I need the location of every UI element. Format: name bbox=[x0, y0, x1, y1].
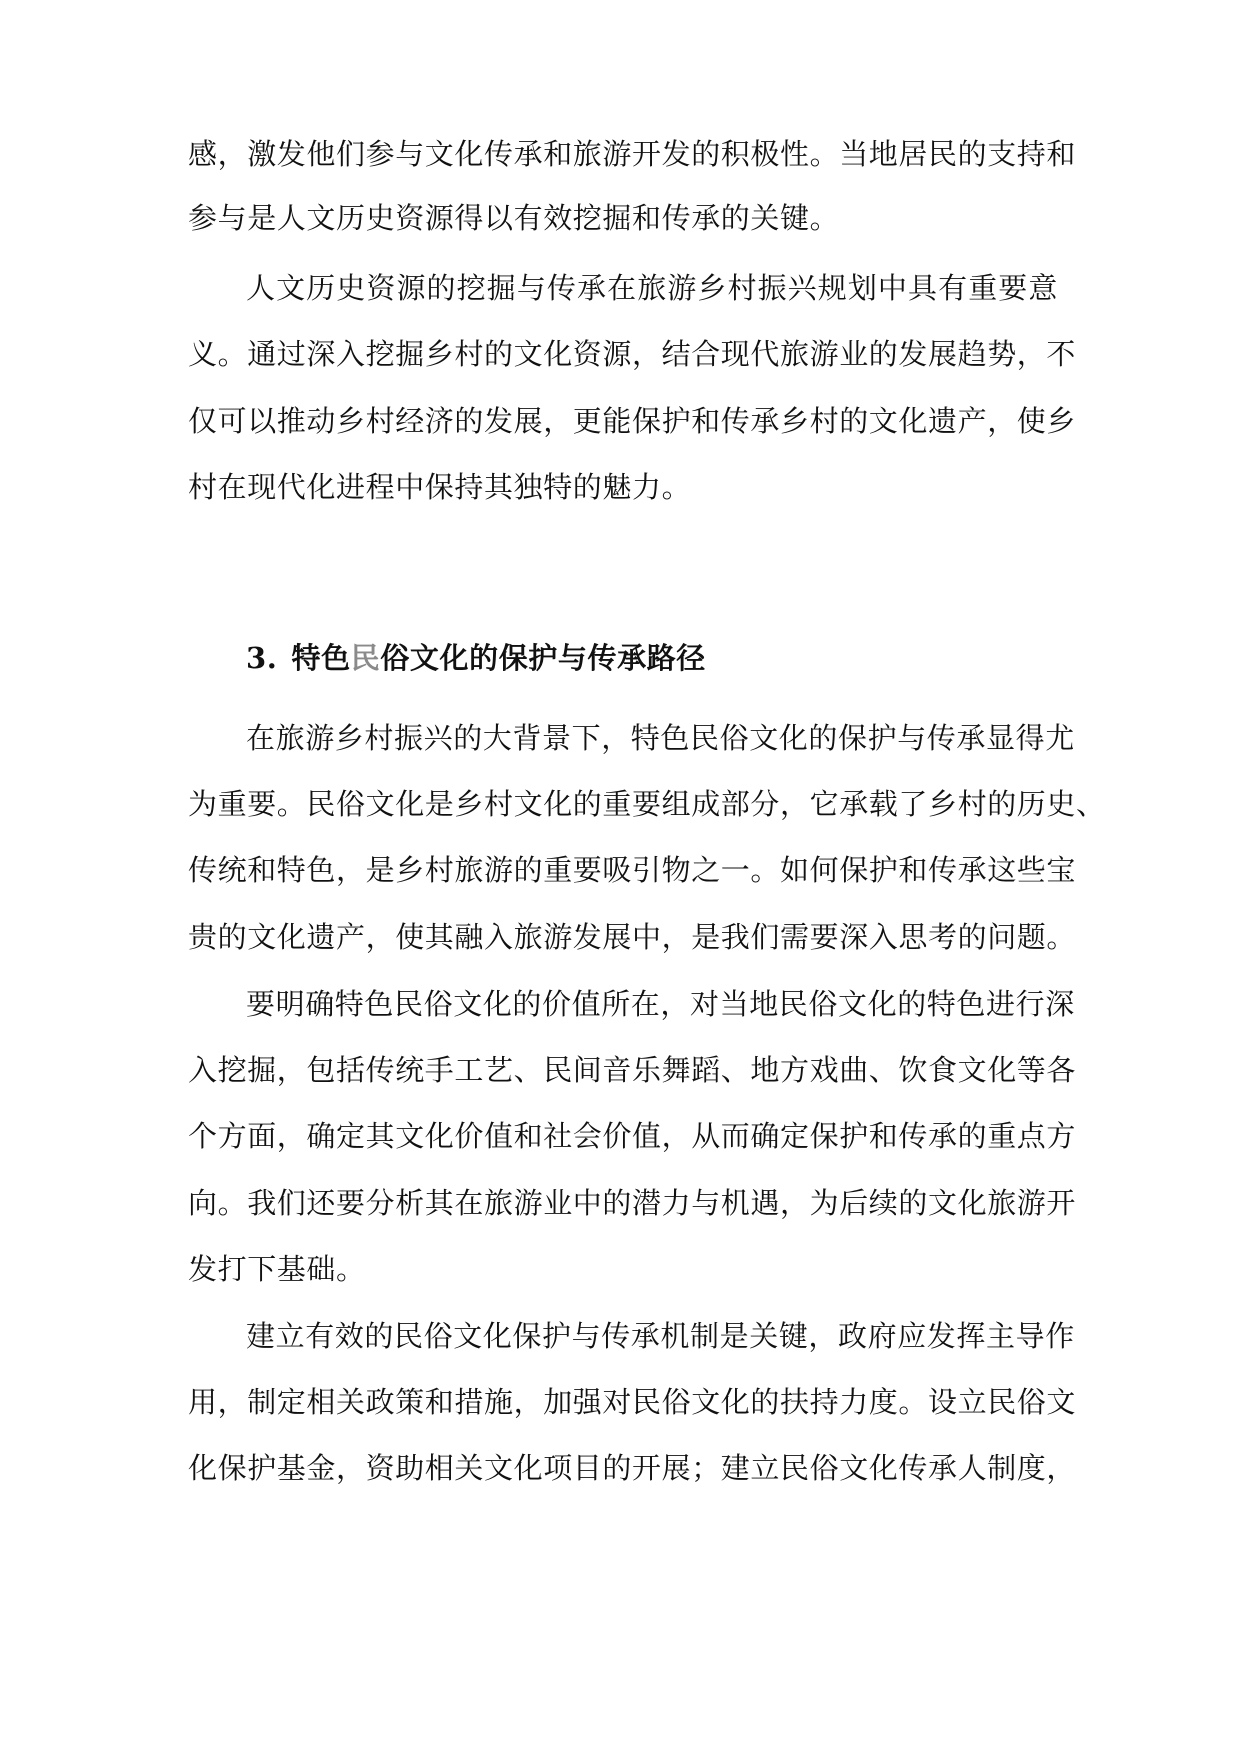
paragraph-1-line-1: 感，激发他们参与文化传承和旅游开发的积极性。当地居民的支持和 bbox=[188, 137, 1077, 171]
paragraph-5-line-1: 建立有效的民俗文化保护与传承机制是关键，政府应发挥主导作 bbox=[246, 1319, 1075, 1353]
paragraph-3-line-3: 传统和特色，是乡村旅游的重要吸引物之一。如何保护和传承这些宝 bbox=[188, 853, 1077, 887]
section-number: 3. bbox=[246, 641, 278, 675]
paragraph-4-line-5: 发打下基础。 bbox=[188, 1252, 366, 1286]
paragraph-4-line-1: 要明确特色民俗文化的价值所在，对当地民俗文化的特色进行深 bbox=[246, 987, 1075, 1021]
section-heading bbox=[246, 634, 706, 682]
section-title-part-1: 特色 bbox=[291, 641, 351, 675]
section-title-part-2: 俗文化的保护与传承路径 bbox=[380, 641, 706, 675]
paragraph-3-line-4: 贵的文化遗产，使其融入旅游发展中，是我们需要深入思考的问题。 bbox=[188, 920, 1077, 954]
paragraph-2-line-1: 人文历史资源的挖掘与传承在旅游乡村振兴规划中具有重要意 bbox=[246, 271, 1058, 305]
paragraph-5-line-3: 化保护基金，资助相关文化项目的开展；建立民俗文化传承人制度， bbox=[188, 1451, 1077, 1485]
section-title-highlight: 民 bbox=[350, 641, 381, 675]
paragraph-4-line-3: 个方面，确定其文化价值和社会价值，从而确定保护和传承的重点方 bbox=[188, 1119, 1077, 1153]
paragraph-2-line-3: 仅可以推动乡村经济的发展，更能保护和传承乡村的文化遗产，使乡 bbox=[188, 404, 1077, 438]
paragraph-2-line-2: 义。通过深入挖掘乡村的文化资源，结合现代旅游业的发展趋势，不 bbox=[188, 337, 1077, 371]
paragraph-4-line-4: 向。我们还要分析其在旅游业中的潜力与机遇，为后续的文化旅游开 bbox=[188, 1186, 1077, 1220]
paragraph-3-line-2: 为重要。民俗文化是乡村文化的重要组成部分，它承载了乡村的历史、 bbox=[188, 787, 1106, 821]
paragraph-5-line-2: 用，制定相关政策和措施，加强对民俗文化的扶持力度。设立民俗文 bbox=[188, 1385, 1077, 1419]
paragraph-3-line-1: 在旅游乡村振兴的大背景下，特色民俗文化的保护与传承显得尤 bbox=[246, 721, 1075, 755]
paragraph-1-line-2: 参与是人文历史资源得以有效挖掘和传承的关键。 bbox=[188, 201, 840, 235]
paragraph-4-line-2: 入挖掘，包括传统手工艺、民间音乐舞蹈、地方戏曲、饮食文化等各 bbox=[188, 1053, 1077, 1087]
paragraph-2-line-4: 村在现代化进程中保持其独特的魅力。 bbox=[188, 470, 692, 504]
